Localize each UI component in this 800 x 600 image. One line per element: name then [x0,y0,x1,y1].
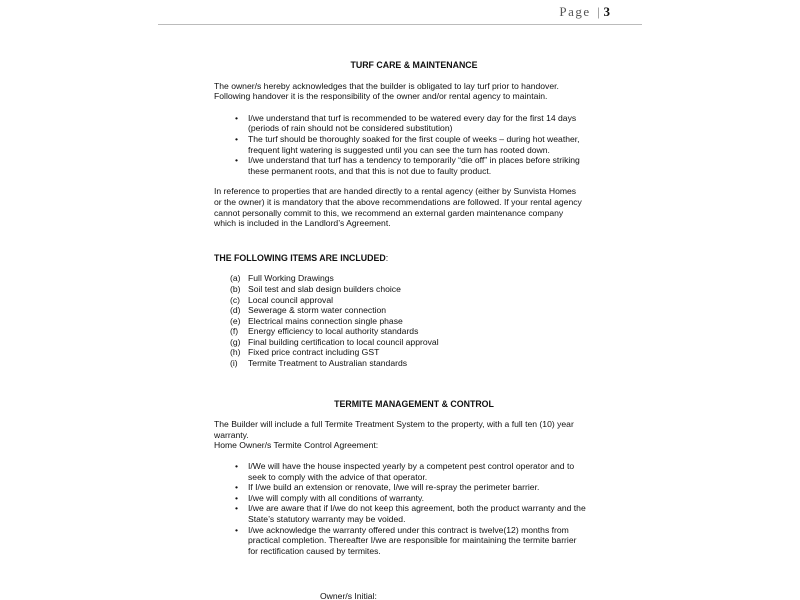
list-item [235,461,614,482]
rental-line-1: In reference to properties that are handed directly to a rental agency (either by Sunvista Homes [214,186,577,197]
termite-bullet-5-line-1: I/we acknowledge the warranty offered under this contract is twelve(12) months from [248,524,569,535]
bullet-icon: • [235,133,239,144]
item-marker: (c) [230,294,241,305]
list-item [230,295,614,306]
list-item [230,347,614,358]
item-marker: (f) [230,326,239,337]
page-number [559,4,610,20]
bullet-icon: • [235,155,239,166]
turf-bullet-3-line-2: these permanent roots, and that this is not due to faulty product. [248,165,492,176]
item-text: Energy efficiency to local authority standards [248,326,419,337]
list-item [230,305,614,316]
rental-line-3: cannot personally commit to this, we recommend an external garden maintenance company [214,207,564,218]
termite-bullet-4-line-1: I/we are aware that if I/we do not keep this agreement, both the product warranty and the [248,503,586,514]
item-marker: (a) [230,273,241,284]
document-page [158,0,642,600]
item-text: Local council approval [248,294,334,305]
bullet-icon: • [235,492,239,503]
bullet-icon: • [235,524,239,535]
item-marker: (d) [230,305,241,316]
item-marker: (b) [230,283,241,294]
page-separator: | [597,4,602,19]
list-item [230,337,614,348]
item-text: Full Working Drawings [248,273,334,284]
termite-bullet-list [214,461,614,556]
turf-bullet-1-line-2: (periods of rain should not be considered substitution) [248,123,453,134]
bullet-icon: • [235,461,239,472]
list-item [230,273,614,284]
rental-line-2: or the owner) it is mandatory that the above recommendations are followed. If your rental agency [214,196,582,207]
list-item [235,524,614,557]
termite-bullet-5-line-2: practical completion. Thereafter I/we are responsible for maintaining the termite barrier [248,535,577,546]
termite-heading: TERMITE MANAGEMENT & CONTROL [334,398,494,409]
item-marker: (i) [230,358,238,369]
header-rule [158,24,642,25]
termite-bullet-3-line-1: I/we will comply with all conditions of warranty. [248,492,425,503]
termite-bullet-1-line-2: seek to comply with the advice of that operator. [248,471,428,482]
bullet-icon: • [235,482,239,493]
list-item [235,482,614,493]
owner-initial-label: Owner/s Initial: [320,591,377,600]
rental-line-4: which is included in the Landlord’s Agreement. [214,218,391,229]
turf-heading: TURF CARE & MAINTENANCE [350,60,478,70]
list-item [235,112,614,134]
list-item [235,155,614,176]
item-text: Sewerage & storm water connection [248,305,387,316]
turf-bullet-1-line-1: I/we understand that turf is recommended to be watered every day for the first 14 days [248,112,577,123]
termite-bullet-1-line-1: I/We will have the house inspected yearly by a competent pest control operator and to [248,461,575,472]
turf-bullet-2-line-2: frequent light watering is suggested until you can see the turn has rooted down. [248,144,550,155]
item-text: Final building certification to local council approval [248,336,439,347]
turf-intro-line-1: The owner/s hereby acknowledges that the builder is obligated to lay turf prior to handover. [214,80,559,91]
termite-intro-line-2: warranty. [214,429,249,440]
page-number-value: 3 [603,4,610,19]
termite-intro-line-3: Home Owner/s Termite Control Agreement: [214,440,379,451]
list-item [235,503,614,524]
termite-bullet-4-line-2: State’s statutory warranty may be voided. [248,514,406,524]
included-heading-colon: : [385,252,389,263]
termite-bullet-5-line-3: for rectification caused by termites. [248,545,381,556]
item-marker: (g) [230,336,241,347]
turf-intro-line-2: Following handover it is the responsibility of the owner and/or rental agency to maintain. [214,91,548,102]
item-text: Fixed price contract including GST [248,347,380,358]
item-text: Soil test and slab design builders choice [248,283,401,294]
turf-bullet-2-line-1: The turf should be thoroughly soaked for the first couple of weeks – during hot weather, [248,133,580,144]
termite-bullet-2-line-1: If I/we build an extension or renovate, I/we will re-spray the perimeter barrier. [248,482,540,493]
item-text: Termite Treatment to Australian standards [248,358,408,369]
included-heading-text: THE FOLLOWING ITEMS ARE INCLUDED [214,252,386,263]
list-item [230,284,614,295]
included-heading [214,253,614,264]
item-marker: (e) [230,315,241,326]
list-item [230,316,614,327]
item-text: Electrical mains connection single phase [248,315,403,326]
page-word: Page [559,4,591,19]
termite-intro-line-1: The Builder will include a full Termite Treatment System to the property, with a full ten (10) year [214,419,574,430]
list-item [235,492,614,504]
document-body [214,60,614,556]
list-item [230,358,614,369]
bullet-icon: • [235,503,239,514]
bullet-icon: • [235,112,239,123]
list-item [230,326,614,337]
turf-bullet-list [214,113,614,177]
turf-bullet-3-line-1: I/we understand that turf has a tendency to temporarily “die off” in places before striking [248,155,580,166]
included-items-list [214,273,614,368]
item-marker: (h) [230,347,241,358]
list-item [235,133,614,155]
